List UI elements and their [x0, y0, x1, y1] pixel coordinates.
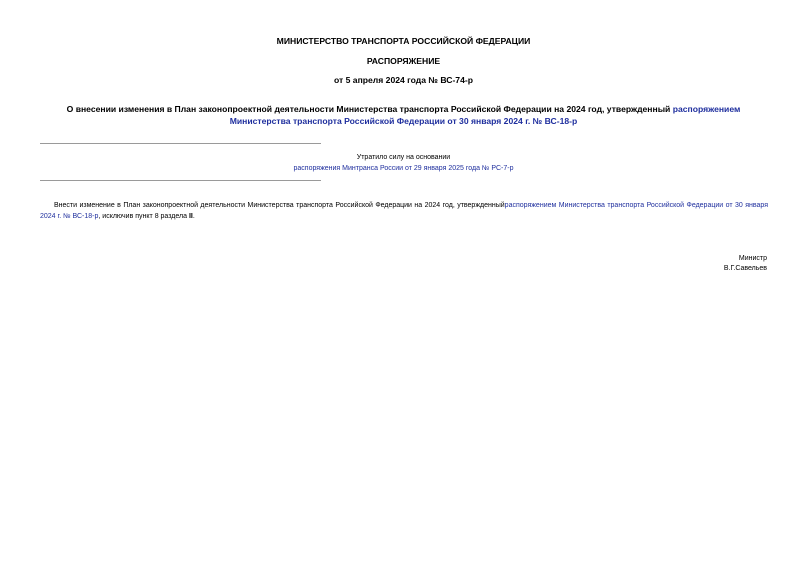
body-text-after: , исключив пункт 8 раздела — [98, 212, 189, 220]
body-text-end: . — [192, 212, 195, 220]
section-number: II — [188, 212, 193, 220]
body-paragraph — [40, 201, 768, 222]
status-note: Утратило силу на основании — [356, 154, 451, 161]
ministry-name: МИНИСТЕРСТВО ТРАНСПОРТА РОССИЙСКОЙ ФЕДЕРАЦИИ — [276, 36, 531, 46]
repeal-reference-link[interactable]: распоряжения Минтранса России от 29 января 2025 года № РС-7-р — [293, 165, 514, 172]
document-title — [40, 104, 767, 127]
title-reference-link[interactable]: распоряжением Министерства транспорта Российской Федерации от 30 января 2024 г. № ВС-18-р — [229, 104, 741, 126]
divider-top — [40, 143, 321, 144]
body-text: Внести изменение в План законопроектной деятельности Министерства транспорта Российской Федерации на 2024 год, утвержденный — [54, 202, 505, 209]
title-text: О внесении изменения в План законопроектной деятельности Министерства транспорта Российской Федерации на 2024 год, утвержденный — [66, 104, 673, 114]
signatory-position: Министр — [738, 255, 767, 262]
signatory-name: В.Г.Савельев — [723, 265, 767, 272]
document-type: РАСПОРЯЖЕНИЕ — [366, 56, 441, 66]
body-reference-link[interactable]: распоряжением Министерства транспорта Российской Федерации от 30 января 2024 г. № ВС-18-р — [40, 202, 769, 220]
status-note-link-line — [0, 163, 807, 174]
divider-bottom — [40, 180, 321, 181]
document-date-number: от 5 апреля 2024 года № ВС-74-р — [334, 75, 473, 85]
